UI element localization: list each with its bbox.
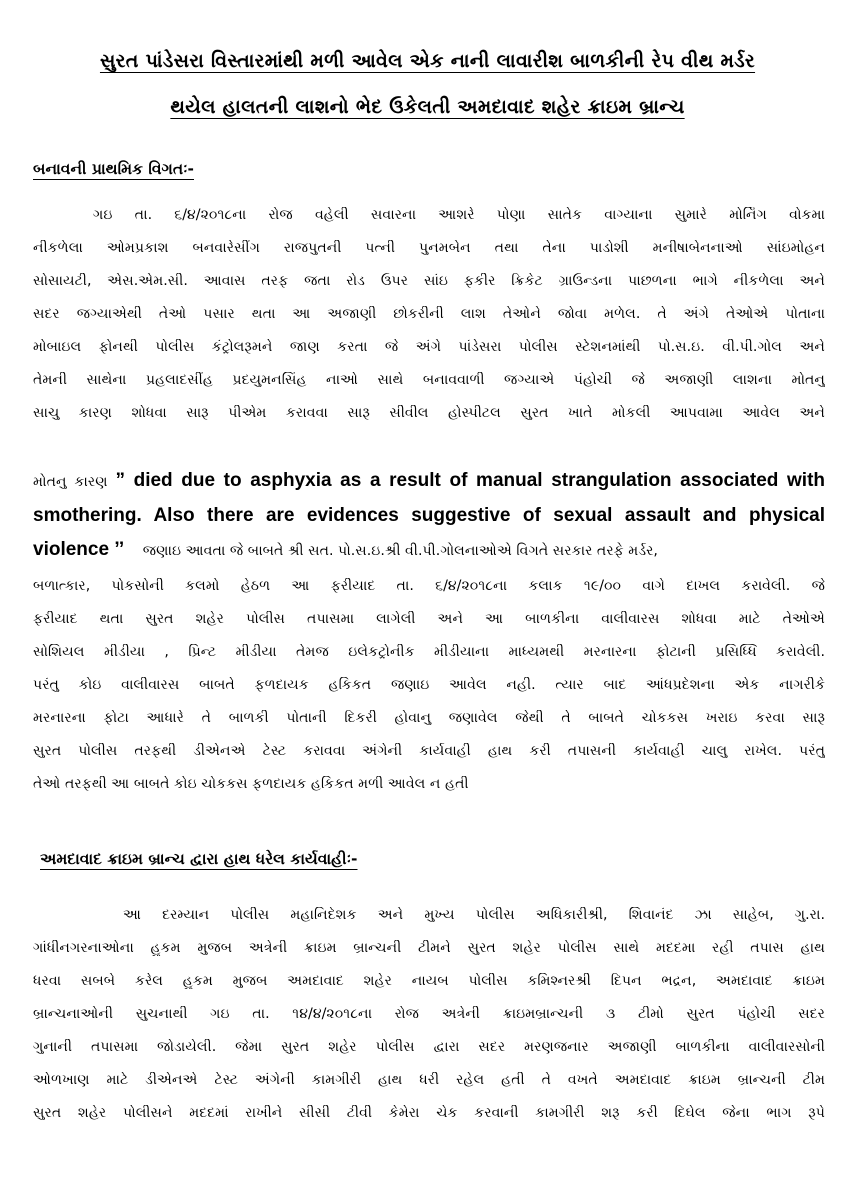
paragraph-line: ગઇ તા. ૬/૪/૨૦૧૮ના રોજ વહેલી સવારના આશરે પોણા સાતેક વાગ્યાના સુમારે મોર્નિંગ વોકમા [93,207,825,223]
paragraph-line: તેમની સાથેના પ્રહલાદસીંહ પ્રદયુમનસિંહ નાઓ સાથે બનાવવાળી જગ્યાએ પંહોચી જે અજાણી લાશના મોતનુ [33,372,825,388]
paragraph-line: ફરીયાદ થતા સુરત શહેર પોલીસ તપાસમા લાગેલી અને આ બાળકીના વાલીવારસ શોધવા માટે તેઓએ [33,611,825,627]
section-heading-crime-branch-action: અમદાવાદ ક્રાઇમ બ્રાન્ચ દ્વારા હાથ ધરેલ કાર્યવાહીઃ- [40,850,358,868]
paragraph-line: મોબાઇલ ફોનથી પોલીસ કંટ્રોલરૂમને જાણ કરતા જે અંગે પાંડેસરા પોલીસ સ્ટેશનમાંથી પો.સ.ઇ. વી.પી.ગોલ અને [33,339,825,355]
cause-of-death-english-line-3: violence ’’ [33,539,125,560]
paragraph-line: સદર જગ્યાએથી તેઓ પસાર થતા આ અજાણી છોકરીની લાશ તેઓને જોવા મળેલ. તે અંગે તેઓએ પોતાના [33,306,825,322]
cause-of-death-english-line-2: smothering. Also there are evidences suggestive of sexual assault and physical [33,505,825,526]
paragraph-line: ગુનાની તપાસમા જોડાયેલી. જેમા સુરત શહેર પોલીસ દ્વારા સદર મરણજનાર અજાણી બાળકીના વાલીવારસોની [33,1039,825,1055]
paragraph-line: ગાંધીનગરનાઓના હુકમ મુજબ અત્રેની ક્રાઇમ બ્રાન્ચની ટીમને સુરત શહેર પોલીસ સાથે મદદમા રહી તપાસ હાથ [33,940,825,956]
paragraph-line: સુરત પોલીસ તરફથી ડીએનએ ટેસ્ટ કરાવવા અંગેની કાર્યવાહી હાથ કરી તપાસની કાર્યવાહી ચાલુ રાખેલ. પરંતુ [33,743,825,759]
paragraph-line: સાચુ કારણ શોધવા સારૂ પીએમ કરાવવા સારૂ સીવીલ હોસ્પીટલ સુરત ખાતે મોકલી આપવામા આવેલ અને [33,405,825,421]
paragraph-line: મરનારના ફોટા આધારે તે બાળકી પોતાની દિકરી હોવાનુ જણાવેલ જેથી તે બાબતે ચોકકસ ખરાઇ કરવા સારૂ [33,710,825,726]
paragraph-line: પરંતુ કોઇ વાલીવારસ બાબતે ફળદાયક હકિકત જણાઇ આવેલ નહી. ત્યાર બાદ આંધપ્રદેશના એક નાગરીકે [33,677,825,693]
paragraph-line: ઓળખાણ માટે ડીએનએ ટેસ્ટ અંગેની કામગીરી હાથ ધરી રહેલ હતી તે વખતે અમદાવાદ ક્રાઇમ બ્રાન્ચની ટીમ [33,1072,825,1088]
paragraph-line: સોશિયલ મીડીયા , પ્રિન્ટ મીડીયા તેમજ ઇલેકટ્રોનીક મીડીયાના માધ્યમથી મરનારના ફોટાની પ્રસિધ્ધિ કરાવેલી. [33,644,825,660]
cause-of-death-english: ” died due to asphyxia as a result of manual strangulation associated with [115,470,825,491]
document-title-line-2: થયેલ હાલતની લાશનો ભેદ ઉકેલતી અમદાવાદ શહેર ક્રાઇમ બ્રાન્ચ [170,96,685,118]
paragraph-line: સુરત શહેર પોલીસને મદદમાં રાખીને સીસી ટીવી કેમેરા ચેક કરવાની કામગીરી શરૂ કરી દિઘેલ જેના ભાગ રૂપે [33,1105,825,1121]
paragraph-line: સોસાયટી, એસ.એમ.સી. આવાસ તરફ જતા રોડ ઉપર સાંઇ ફકીર ક્રિકેટ ગ્રાઉન્ડના પાછળના ભાગે નીકળેલા અને [33,273,825,289]
cause-prefix: મોતનુ કારણ [33,474,108,490]
paragraph-line: તેઓ તરફથી આ બાબતે કોઇ ચોકકસ ફળદાયક હકિકત મળી આવેલ ન હતી [33,776,469,792]
paragraph-line: બ્રાન્ચનાઓની સુચનાથી ગઇ તા. ૧૪/૪/૨૦૧૮ના રોજ અત્રેની ક્રાઇમબ્રાન્ચની ૩ ટીમો સુરત પંહોચી સદર [33,1006,825,1022]
paragraph-line: બળાત્કાર, પોકસોની કલમો હેઠળ આ ફરીયાદ તા. ૬/૪/૨૦૧૮ના કલાક ૧૯/૦૦ વાગે દાખલ કરાવેલી. જે [33,578,825,594]
section-heading-incident-details: બનાવની પ્રાથમિક વિગતઃ- [33,160,194,178]
paragraph-line: આ દરમ્યાન પોલીસ મહાનિદેશક અને મુખ્ય પોલીસ અધિકારીશ્રી, શિવાનંદ ઝા સાહેબ, ગુ.રા. [123,907,825,923]
paragraph-line: નીકળેલા ઓમપ્રકાશ બનવારેસીંગ રાજપુતની પત્ની પુનમબેન તથા તેના પાડોશી મનીષાબેનનાઓ સાંઇમોહન [33,240,825,256]
paragraph-line-english-cause [33,468,825,495]
paragraph-line-rest: જણાઇ આવતા જે બાબતે શ્રી સત. પો.સ.ઇ.શ્રી વી.પી.ગોલનાઓએ વિગતે સરકાર તરફે મર્ડર, [142,543,658,559]
paragraph-line-english-end [33,537,825,564]
document-title-line-1: સુરત પાંડેસરા વિસ્તારમાંથી મળી આવેલ એક નાની લાવારીશ બાળકીની રેપ વીથ મર્ડર [99,50,756,72]
paragraph-line: ધરવા સબબે કરેલ હુકમ મુજબ અમદાવાદ શહેર નાયબ પોલીસ કમિશ્નરશ્રી દિપન ભદ્રન, અમદાવાદ ક્રાઇમ [33,973,825,989]
